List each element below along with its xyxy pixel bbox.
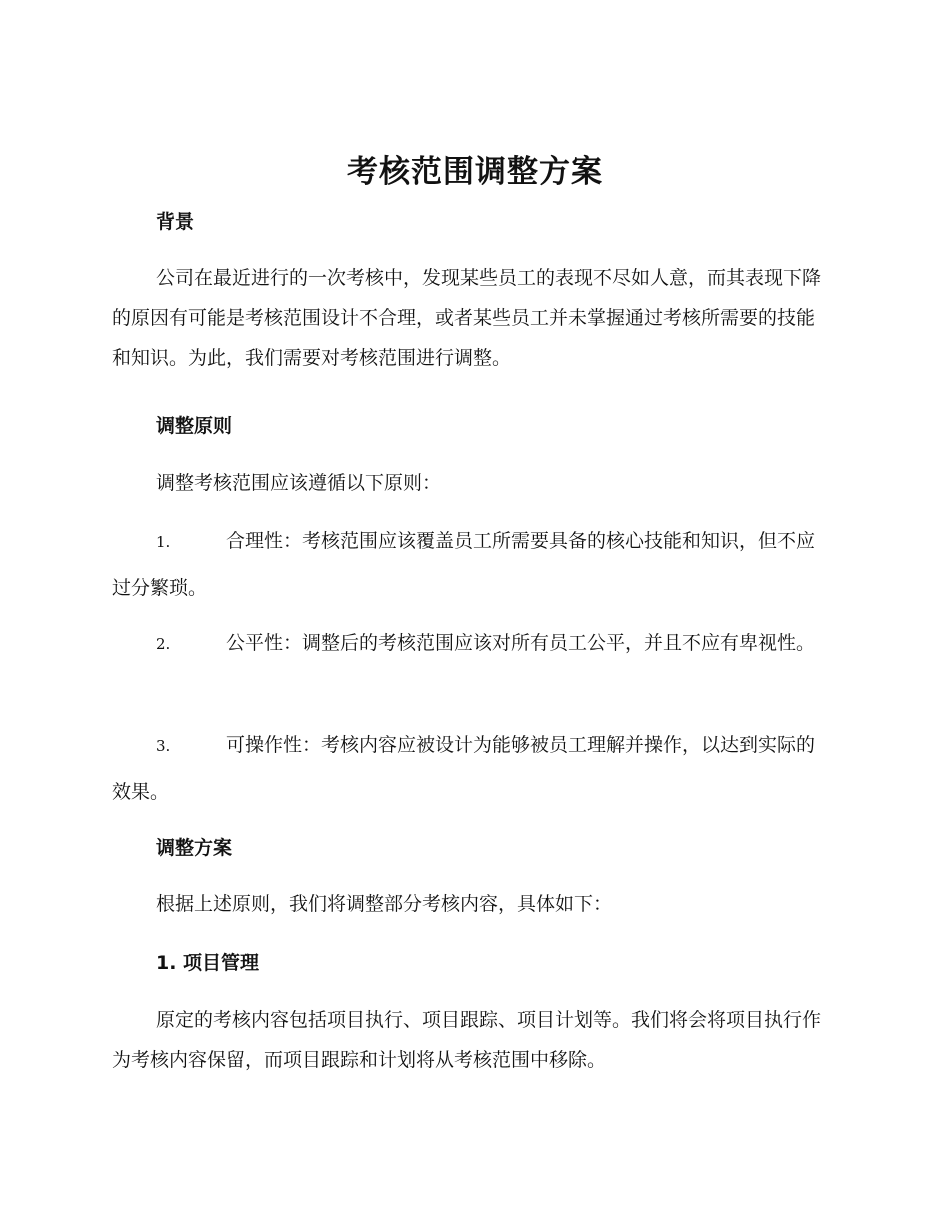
principles-intro: 调整考核范围应该遵循以下原则：	[156, 472, 442, 494]
section-heading-principles: 调整原则	[156, 415, 233, 437]
section-heading-background: 背景	[156, 211, 195, 233]
list-item-text: 合理性：考核范围应该覆盖员工所需要具备的核心技能和知识，但不应过分繁琐。	[112, 530, 816, 599]
list-item	[112, 518, 832, 611]
section-heading-plan: 调整方案	[156, 837, 233, 859]
list-item-number: 1.	[156, 533, 171, 551]
list-item-number: 3.	[156, 737, 171, 755]
project-management-paragraph: 原定的考核内容包括项目执行、项目跟踪、项目计划等。我们将会将项目执行作为考核内容保留，而项目跟踪和计划将从考核范围中移除。	[112, 1009, 822, 1071]
subheading-project-management: 1. 项目管理	[156, 952, 260, 974]
document-title: 考核范围调整方案	[347, 154, 603, 190]
list-item-number: 2.	[156, 635, 171, 653]
list-item-text: 公平性：调整后的考核范围应该对所有员工公平，并且不应有卑视性。	[226, 632, 816, 654]
plan-intro: 根据上述原则，我们将调整部分考核内容，具体如下：	[156, 893, 613, 915]
list-item	[112, 722, 832, 815]
list-item	[112, 620, 832, 667]
background-paragraph: 公司在最近进行的一次考核中，发现某些员工的表现不尽如人意，而其表现下降的原因有可能是考核范围设计不合理，或者某些员工并未掌握通过考核所需要的技能和知识。为此，我们需要对考核范围进行调整。	[112, 267, 822, 369]
list-item-text: 可操作性：考核内容应被设计为能够被员工理解并操作，以达到实际的效果。	[112, 734, 816, 803]
